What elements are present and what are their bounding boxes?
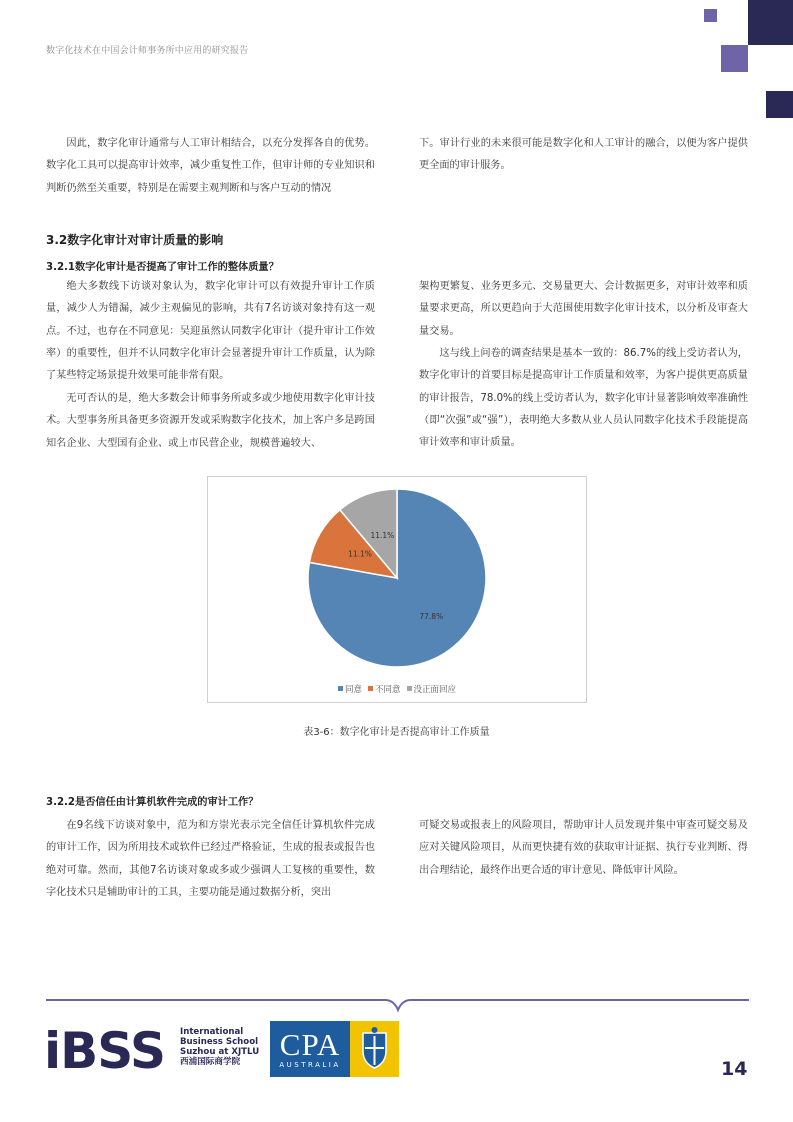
cpa-logo-main: CPA: [279, 1027, 341, 1062]
decor-square-purple: [721, 45, 748, 72]
subsection-heading-3-2-2: 3.2.2是否信任由计算机软件完成的审计工作？: [46, 797, 259, 808]
ibss-logo: iBSS: [44, 1022, 166, 1080]
sub2-left-paragraph: 在9名线下访谈对象中，范为和方崇光表示完全信任计算机软件完成的审计工作，因为所用技术或软件已经过严格验证，生成的报表或报告也绝对可靠。然而，其他7名访谈对象或多或少强调人工复核的重要性，数字化技术只是辅助审计的工具，主要功能是通过数据分析，突出: [46, 820, 375, 898]
crest-icon: [350, 1021, 399, 1077]
ibss-line-4: 西浦国际商学院: [180, 1057, 241, 1067]
intro-right-paragraph: 下。审计行业的未来很可能是数字化和人工审计的融合，以便为客户提供更全面的审计服务。: [419, 138, 748, 172]
legend-item-0: [338, 685, 362, 695]
pie-chart: [208, 477, 586, 677]
subsection-heading-3-2-1: 3.2.1数字化审计是否提高了审计工作的整体质量？: [46, 262, 279, 273]
pie-data-label-1: 11.1%: [348, 549, 372, 559]
sub1-left-paragraph-2: 无可否认的是，绝大多数会计师事务所或多或少地使用数字化审计技术。大型事务所具备更多资源开发或采购数字化技术，加上客户多是跨国知名企业、大型国有企业、或上市民营企业，规模普遍较大、: [46, 393, 375, 449]
cpa-crest-icon: [350, 1021, 399, 1077]
page-number: 14: [721, 1058, 748, 1080]
legend-item-1: [368, 685, 401, 695]
pie-chart-frame: [207, 476, 587, 703]
pie-data-label-2: 11.1%: [370, 530, 395, 540]
legend-swatch-1: [368, 686, 373, 691]
footer-divider: [46, 990, 749, 1014]
decor-square-dark-right: [766, 91, 793, 118]
cpa-logo-sub: AUSTRALIA: [279, 1061, 341, 1069]
decor-square-dark-top: [748, 0, 793, 45]
sub1-right-paragraph-2: 这与线上问卷的调查结果是基本一致的：86.7%的线上受访者认为，数字化审计的首要目标是提高审计工作质量和效率，为客户提供更高质量的审计报告，78.0%的线上受访者认为，数字化审计显著影响效率准确性（即“次强”或“强”），表明绝大多数从业人员认同数字化技术手段能提高审计效率和审计质量。: [419, 348, 748, 449]
legend-item-2: [407, 685, 457, 695]
section-heading-3-2: 3.2数字化审计对审计质量的影响: [46, 233, 224, 247]
ibss-line-1: International: [180, 1027, 244, 1037]
chart-legend: [208, 683, 586, 695]
intro-left-paragraph: 因此，数字化审计通常与人工审计相结合，以充分发挥各自的优势。数字化工具可以提高审计效率，减少重复性工作，但审计师的专业知识和判断仍然至关重要，特别是在需要主观判断和与客户互动的情况: [46, 138, 375, 194]
legend-swatch-0: [338, 686, 343, 691]
legend-label-2: 没正面回应: [413, 685, 457, 695]
sub1-right-paragraph-1: 架构更繁复、业务更多元、交易量更大、会计数据更多，对审计效率和质量要求更高，所以更趋向于大范围使用数字化审计技术，以分析及审查大量交易。: [419, 281, 748, 337]
pie-data-label-0: 77.8%: [419, 611, 444, 621]
cpa-australia-logo: [270, 1021, 350, 1077]
ibss-line-3: Suzhou at XJTLU: [180, 1047, 260, 1057]
sub2-right-paragraph: 可疑交易或报表上的风险项目，帮助审计人员发现并集中审查可疑交易及应对关键风险项目，从而更快捷有效的获取审计证据、执行专业判断、得出合理结论，最终作出更合适的审计意见、降低审计风险。: [419, 820, 748, 876]
legend-label-0: 同意: [344, 685, 362, 695]
legend-swatch-2: [407, 686, 412, 691]
ibss-logo-text: [180, 1027, 259, 1067]
decor-square-small: [704, 9, 717, 22]
legend-label-1: 不同意: [374, 685, 401, 695]
report-running-header: 数字化技术在中国会计师事务所中应用的研究报告: [46, 46, 249, 56]
ibss-line-2: Business School: [180, 1037, 259, 1047]
sub1-left-paragraph-1: 绝大多数线下访谈对象认为，数字化审计可以有效提升审计工作质量，减少人为错漏，减少主观偏见的影响，共有7名访谈对象持有这一观点。不过，也存在不同意见：吴迎虽然认同数字化审计（提升审计工作效率）的重要性，但并不认同数字化审计会显著提升审计工作质量，认为除了某些特定场景提升效果可能非常有限。: [46, 281, 375, 382]
figure-caption: 表3-6：数字化审计是否提高审计工作质量: [303, 727, 490, 738]
